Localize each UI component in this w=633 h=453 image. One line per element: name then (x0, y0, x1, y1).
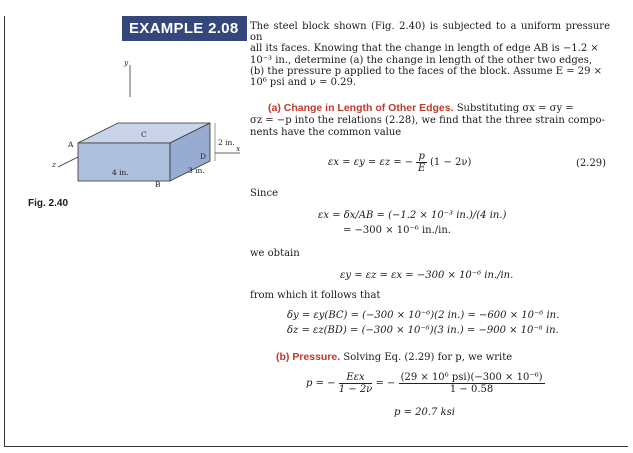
example-banner (122, 16, 247, 41)
from-which-text: from which it follows that (250, 290, 381, 301)
problem-line: all its faces. Knowing that the change in length of edge AB is −1.2 × (250, 43, 599, 55)
part-a-text: Substituting σx = σy = (453, 103, 574, 114)
equation-2-29: εx = εy = εz = − $\frac{p}{E}$ (1 − 2ν) (328, 151, 472, 174)
equation-number: (2.29) (576, 158, 607, 169)
pressure-result: p = 20.7 ksi (394, 407, 455, 418)
example-label: EXAMPLE 2.08 (129, 20, 239, 37)
label-dim-4: 4 in. (112, 168, 129, 177)
part-b-heading: (b) Pressure. (276, 351, 341, 363)
strain-x-result: = −300 × 10⁻⁶ in./in. (343, 225, 451, 236)
problem-statement (250, 21, 610, 88)
problem-line: 10⁻³ in., determine (a) the change in length of the other two edges, (250, 54, 593, 66)
z-axis (58, 157, 78, 167)
part-a-line3: nents have the common value (250, 127, 402, 138)
label-z: z (52, 160, 56, 169)
label-b: B (155, 180, 161, 189)
part-b-line (276, 352, 512, 363)
label-c: C (141, 130, 147, 139)
label-dim-3: 3 in. (188, 166, 205, 175)
label-dim-2: 2 in. (218, 138, 235, 147)
part-b-text: Solving Eq. (2.29) for p, we write (340, 352, 513, 363)
label-d: D (200, 152, 207, 161)
problem-line: (b) the pressure p applied to the faces of the block. Assume E = 29 × (250, 65, 603, 77)
steel-block-figure (50, 55, 250, 195)
since-text: Since (250, 188, 279, 199)
part-a-line2: σz = −p into the relations (2.28), we find that the three strain compo- (250, 115, 605, 126)
delta-z-eq: δz = εz(BD) = (−300 × 10⁻⁶)(3 in.) = −900 × 10⁻⁶ in. (287, 325, 559, 336)
delta-y-eq: δy = εy(BC) = (−300 × 10⁻⁶)(2 in.) = −600 × 10⁻⁶ in. (287, 310, 560, 321)
problem-line: The steel block shown (Fig. 2.40) is subjected to a uniform pressure on (250, 21, 610, 44)
problem-line: 10⁶ psi and ν = 0.29. (250, 77, 357, 89)
figure-caption: Fig. 2.40 (28, 198, 69, 209)
part-a-line1 (268, 103, 574, 114)
strain-x-eq: εx = δx/AB = (−1.2 × 10⁻³ in.)/(4 in.) (318, 210, 507, 221)
label-x: x (236, 144, 241, 153)
label-y: y (124, 58, 129, 67)
we-obtain-text: we obtain (250, 248, 300, 259)
pressure-equation: p = − $\frac{\text{Eεx}}{1 - 2\nu}$ = − $\frac{\text{(29 × 10⁶ psi)(−300 × 10⁻⁶)}}{1 - 0.58}$ (306, 372, 543, 395)
strain-yz-eq: εy = εz = εx = −300 × 10⁻⁶ in./in. (340, 270, 514, 281)
part-a-heading: (a) Change in Length of Other Edges. (268, 102, 454, 114)
label-a: A (68, 140, 74, 149)
